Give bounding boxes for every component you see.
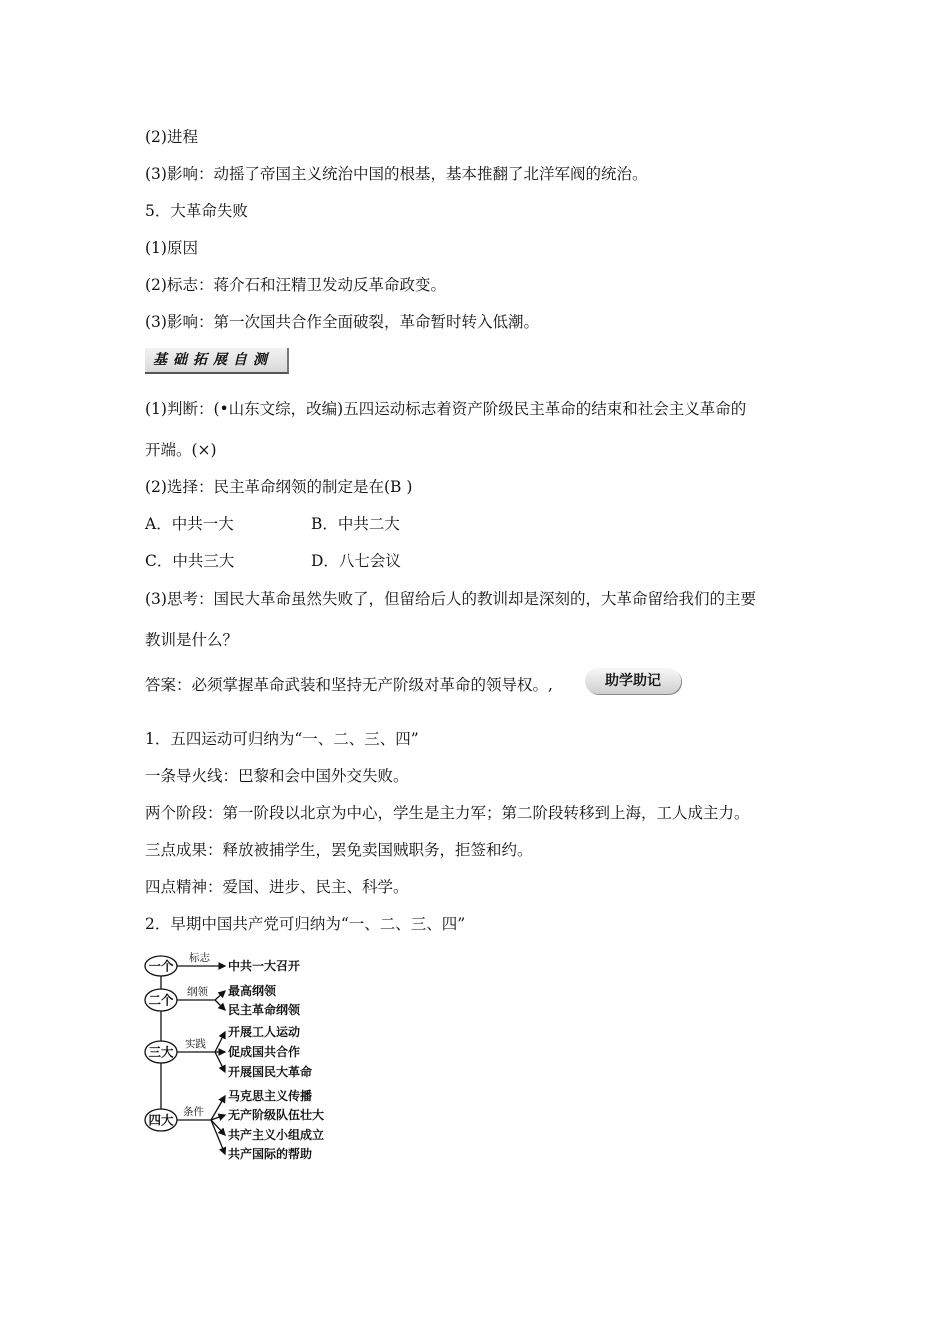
diagram-item-max-program: 最高纲领 bbox=[228, 984, 277, 998]
mnemonic-line-fuse: 一条导火线：巴黎和会中国外交失败。 bbox=[145, 767, 409, 785]
text-line-cause: (1)原因 bbox=[145, 239, 198, 257]
diagram-edge-label-program: 纲领 bbox=[187, 986, 208, 998]
question-1-line-2: 开端。(×) bbox=[145, 441, 217, 459]
text-line-progress: (2)进程 bbox=[145, 128, 198, 146]
diagram-node-two: 二个 bbox=[148, 992, 174, 1008]
diagram-node-one: 一个 bbox=[148, 958, 174, 974]
diagram-edge-label-practice: 实践 bbox=[185, 1038, 206, 1050]
option-d: D．八七会议 bbox=[311, 552, 401, 570]
mnemonic-line-stages: 两个阶段：第一阶段以北京为中心，学生是主力军；第二阶段转移到上海，工人成主力。 bbox=[145, 804, 750, 822]
question-1-line-1: (1)判断：(•山东文综，改编)五四运动标志着资产阶级民主革命的结束和社会主义革命的 bbox=[145, 400, 747, 418]
section-badge-self-test: 基础拓展自测 bbox=[145, 348, 289, 374]
answer-text: 答案：必须掌握革命武装和坚持无产阶级对革命的领导权。, bbox=[145, 676, 553, 694]
text-line-influence: (3)影响：动摇了帝国主义统治中国的根基，基本推翻了北洋军阀的统治。 bbox=[145, 165, 648, 183]
question-2: (2)选择：民主革命纲领的制定是在(B ) bbox=[145, 478, 413, 496]
question-3-line-2: 教训是什么？ bbox=[145, 631, 239, 649]
diagram-item-workers-movement: 开展工人运动 bbox=[228, 1025, 301, 1039]
diagram-node-three: 三大 bbox=[148, 1044, 174, 1060]
diagram-item-national-revolution: 开展国民大革命 bbox=[228, 1065, 313, 1079]
diagram-item-proletariat-growth: 无产阶级队伍壮大 bbox=[228, 1108, 325, 1122]
question-3-line-1: (3)思考：国民大革命虽然失败了，但留给后人的教训却是深刻的，大革命留给我们的主要 bbox=[145, 590, 756, 608]
section-badge-study-aid: 助学助记 bbox=[585, 668, 681, 694]
diagram-item-first-congress: 中共一大召开 bbox=[228, 959, 301, 973]
heading-revolution-failure: 5．大革命失败 bbox=[145, 202, 248, 220]
mnemonic-heading-2: 2．早期中国共产党可归纳为“一、二、三、四” bbox=[145, 915, 466, 933]
diagram-node-four: 四大 bbox=[148, 1112, 174, 1128]
mnemonic-line-spirit: 四点精神：爱国、进步、民主、科学。 bbox=[145, 878, 409, 896]
text-line-effect: (3)影响：第一次国共合作全面破裂，革命暂时转入低潮。 bbox=[145, 313, 539, 331]
diagram-edge-label-condition: 条件 bbox=[183, 1106, 204, 1118]
mnemonic-line-results: 三点成果：释放被捕学生，罢免卖国贼职务，拒签和约。 bbox=[145, 841, 533, 859]
diagram-edge-label-sign: 标志 bbox=[189, 952, 210, 964]
option-a: A．中共一大 bbox=[145, 515, 234, 533]
diagram-item-communist-groups: 共产主义小组成立 bbox=[228, 1128, 325, 1142]
mnemonic-heading-1: 1．五四运动可归纳为“一、二、三、四” bbox=[145, 730, 419, 748]
diagram-item-comintern-help: 共产国际的帮助 bbox=[228, 1147, 313, 1161]
option-b: B．中共二大 bbox=[311, 515, 400, 533]
diagram-item-democratic-program: 民主革命纲领 bbox=[228, 1003, 301, 1017]
option-c: C．中共三大 bbox=[145, 552, 235, 570]
text-line-sign: (2)标志：蒋介石和汪精卫发动反革命政变。 bbox=[145, 276, 446, 294]
diagram-item-kmt-cpc-cooperation: 促成国共合作 bbox=[228, 1045, 301, 1059]
diagram-item-marxism-spread: 马克思主义传播 bbox=[228, 1089, 313, 1103]
party-summary-diagram bbox=[143, 948, 363, 1170]
